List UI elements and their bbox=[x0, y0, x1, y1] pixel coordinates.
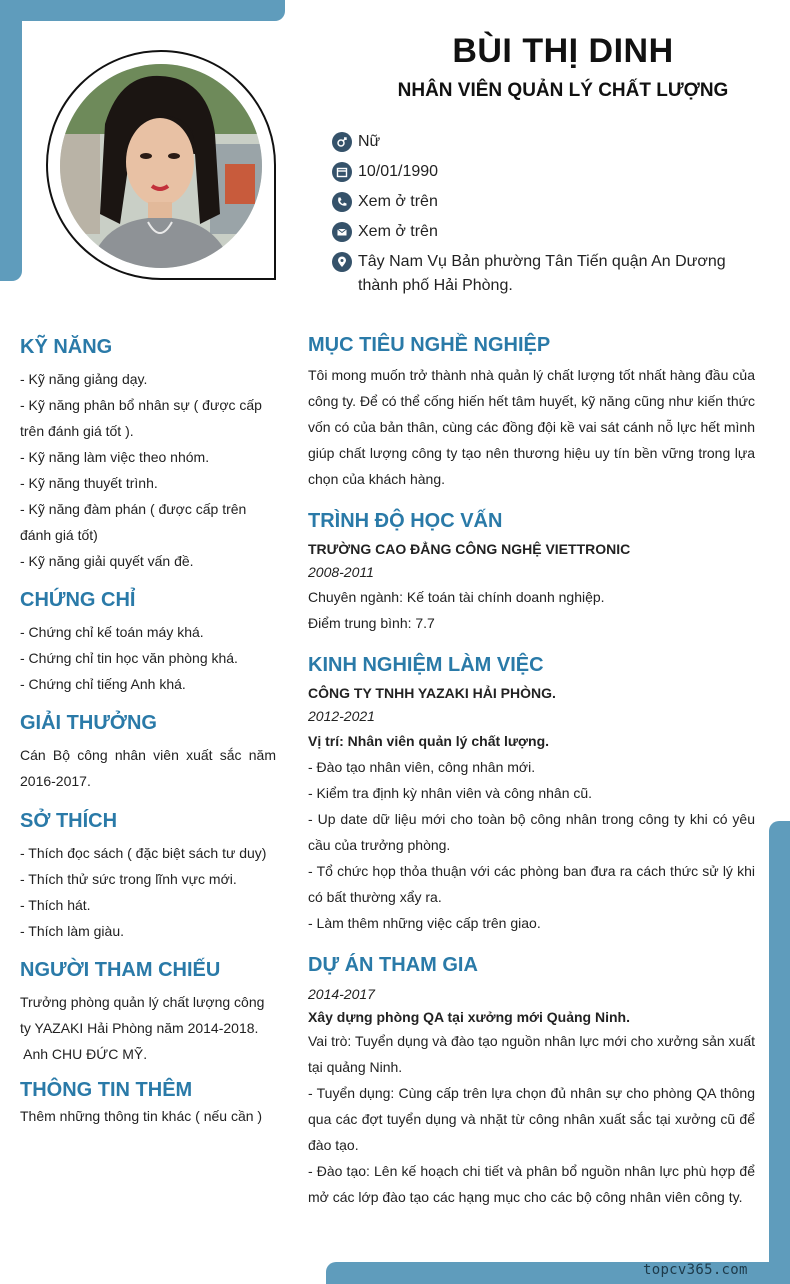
hobbies-section bbox=[20, 808, 276, 944]
contact-birthdate-text: 10/01/1990 bbox=[358, 163, 439, 180]
phone-icon bbox=[332, 192, 352, 212]
education-section bbox=[308, 508, 755, 636]
list-item: - Thích hát. bbox=[20, 897, 91, 913]
contact-gender bbox=[332, 130, 762, 154]
education-gpa: Điểm trung bình: 7.7 bbox=[308, 615, 435, 631]
list-item: - Kỹ năng phân bổ nhân sự ( được cấp trên đánh giá tốt ). bbox=[20, 397, 262, 439]
awards-section bbox=[20, 710, 276, 794]
decor-right-bar bbox=[769, 821, 790, 1284]
list-item: - Thích thử sức trong lĩnh vực mới. bbox=[20, 871, 237, 887]
candidate-name: BÙI THỊ DINH bbox=[452, 32, 674, 70]
list-item: - Chứng chỉ kế toán máy khá. bbox=[20, 624, 204, 640]
list-item: - Kỹ năng giảng dạy. bbox=[20, 371, 148, 387]
job-title: NHÂN VIÊN QUẢN LÝ CHẤT LƯỢNG bbox=[397, 80, 729, 101]
list-item: - Kỹ năng đàm phán ( được cấp trên đánh giá tốt) bbox=[20, 501, 247, 543]
list-item: - Kỹ năng thuyết trình. bbox=[20, 475, 158, 491]
education-title: TRÌNH ĐỘ HỌC VẤN bbox=[308, 510, 503, 532]
awards-title: GIẢI THƯỞNG bbox=[20, 712, 157, 734]
contact-phone-text: Xem ở trên bbox=[358, 193, 438, 210]
list-item: - Kỹ năng làm việc theo nhóm. bbox=[20, 449, 210, 465]
list-item: - Làm thêm những việc cấp trên giao. bbox=[308, 915, 541, 931]
references-line: Anh CHU ĐỨC MỸ. bbox=[20, 1046, 148, 1062]
profile-photo-frame bbox=[46, 50, 276, 280]
list-item: - Tổ chức họp thỏa thuận với các phòng ban đưa ra cách thức sử lý khi có bất thường xẩy ra. bbox=[308, 863, 755, 905]
calendar-icon bbox=[332, 162, 352, 182]
more-info-section bbox=[20, 1077, 276, 1129]
list-item: - Tuyển dụng: Cùng cấp trên lựa chọn đủ nhân sự cho phòng QA thông qua các đợt tuyển dụng và nhặt từ công nhân xuất sắc tại xưởng cũ để đào tạo. bbox=[308, 1085, 755, 1153]
gender-icon bbox=[332, 132, 352, 152]
experience-company: CÔNG TY TNHH YAZAKI HẢI PHÒNG. bbox=[308, 685, 556, 701]
experience-title: KINH NGHIỆM LÀM VIỆC bbox=[308, 654, 544, 676]
references-section bbox=[20, 957, 276, 1067]
references-line: Trưởng phòng quản lý chất lượng công ty YAZAKI Hải Phòng năm 2014-2018. bbox=[20, 994, 265, 1036]
projects-section bbox=[308, 952, 755, 1210]
contact-email-text: Xem ở trên bbox=[358, 223, 438, 240]
list-item: - Thích làm giàu. bbox=[20, 923, 125, 939]
objective-title: MỤC TIÊU NGHỀ NGHIỆP bbox=[308, 334, 551, 356]
projects-period: 2014-2017 bbox=[308, 986, 375, 1002]
certificates-title: CHỨNG CHỈ bbox=[20, 589, 136, 611]
right-column bbox=[308, 332, 755, 1210]
contact-address-text: Tây Nam Vụ Bản phường Tân Tiến quận An Dương thành phố Hải Phòng. bbox=[358, 253, 726, 294]
decor-top-bar bbox=[0, 0, 285, 21]
awards-text: Cán Bộ công nhân viên xuất sắc năm 2016-2017. bbox=[20, 747, 276, 789]
list-item: Vai trò: Tuyển dụng và đào tạo nguồn nhân lực mới cho xưởng sản xuất tại quảng Ninh. bbox=[308, 1033, 756, 1075]
profile-photo bbox=[60, 64, 262, 268]
objective-text: Tôi mong muốn trở thành nhà quản lý chất lượng tốt nhất hàng đầu của công ty. Để có thể cống hiến hết tâm huyết, kỹ năng cũng như kiến thức vốn có của bản thân, cùng các đồng đội kề vai sát cánh nỗ lực hết mình giúp chất lượng công ty tạo nên thương hiệu uy tín bền vững trong lựa chọn của khách hàng. bbox=[308, 367, 755, 487]
list-item: - Đào tạo nhân viên, công nhân mới. bbox=[308, 759, 536, 775]
hobbies-title: SỞ THÍCH bbox=[20, 810, 118, 832]
email-icon bbox=[332, 222, 352, 242]
list-item: - Up date dữ liệu mới cho toàn bộ công nhân trong công ty khi có yêu cầu của trưởng phòng. bbox=[308, 811, 755, 853]
more-info-text: Thêm những thông tin khác ( nếu cần ) bbox=[20, 1108, 263, 1124]
list-item: - Chứng chỉ tiếng Anh khá. bbox=[20, 676, 186, 692]
list-item: - Chứng chỉ tin học văn phòng khá. bbox=[20, 650, 238, 666]
contact-address bbox=[332, 250, 762, 298]
projects-name: Xây dựng phòng QA tại xưởng mới Quảng Ninh. bbox=[308, 1009, 630, 1025]
contact-birthdate bbox=[332, 160, 762, 184]
contact-email bbox=[332, 220, 762, 244]
portrait-image bbox=[60, 64, 262, 268]
list-item: - Kiểm tra định kỳ nhân viên và công nhân cũ. bbox=[308, 785, 593, 801]
experience-position: Vị trí: Nhân viên quản lý chất lượng. bbox=[308, 733, 550, 749]
experience-section bbox=[308, 652, 755, 936]
decor-left-bar bbox=[0, 0, 22, 281]
projects-title: DỰ ÁN THAM GIA bbox=[308, 954, 478, 976]
skills-title: KỸ NĂNG bbox=[20, 336, 113, 358]
more-info-title: THÔNG TIN THÊM bbox=[20, 1079, 193, 1101]
education-school: TRƯỜNG CAO ĐẲNG CÔNG NGHỆ VIETTRONIC bbox=[308, 541, 631, 557]
watermark: topcv365.com bbox=[643, 1262, 748, 1278]
certificates-section bbox=[20, 587, 276, 697]
experience-period: 2012-2021 bbox=[308, 708, 375, 724]
references-title: NGƯỜI THAM CHIẾU bbox=[20, 959, 221, 981]
objective-section bbox=[308, 332, 755, 492]
left-column bbox=[20, 334, 276, 1129]
location-icon bbox=[332, 252, 352, 272]
education-period: 2008-2011 bbox=[308, 564, 374, 580]
list-item: - Kỹ năng giải quyết vấn đề. bbox=[20, 553, 194, 569]
list-item: - Đào tạo: Lên kế hoạch chi tiết và phân bổ nguồn nhân lực phù hợp để mở các lớp đào tạo các hạng mục cho các bộ công nhân viên công ty. bbox=[308, 1163, 755, 1205]
education-major: Chuyên ngành: Kế toán tài chính doanh nghiệp. bbox=[308, 589, 605, 605]
contact-gender-text: Nữ bbox=[358, 133, 381, 150]
contact-list bbox=[332, 130, 762, 304]
skills-section bbox=[20, 334, 276, 574]
list-item: - Thích đọc sách ( đặc biệt sách tư duy) bbox=[20, 845, 267, 861]
contact-phone bbox=[332, 190, 762, 214]
